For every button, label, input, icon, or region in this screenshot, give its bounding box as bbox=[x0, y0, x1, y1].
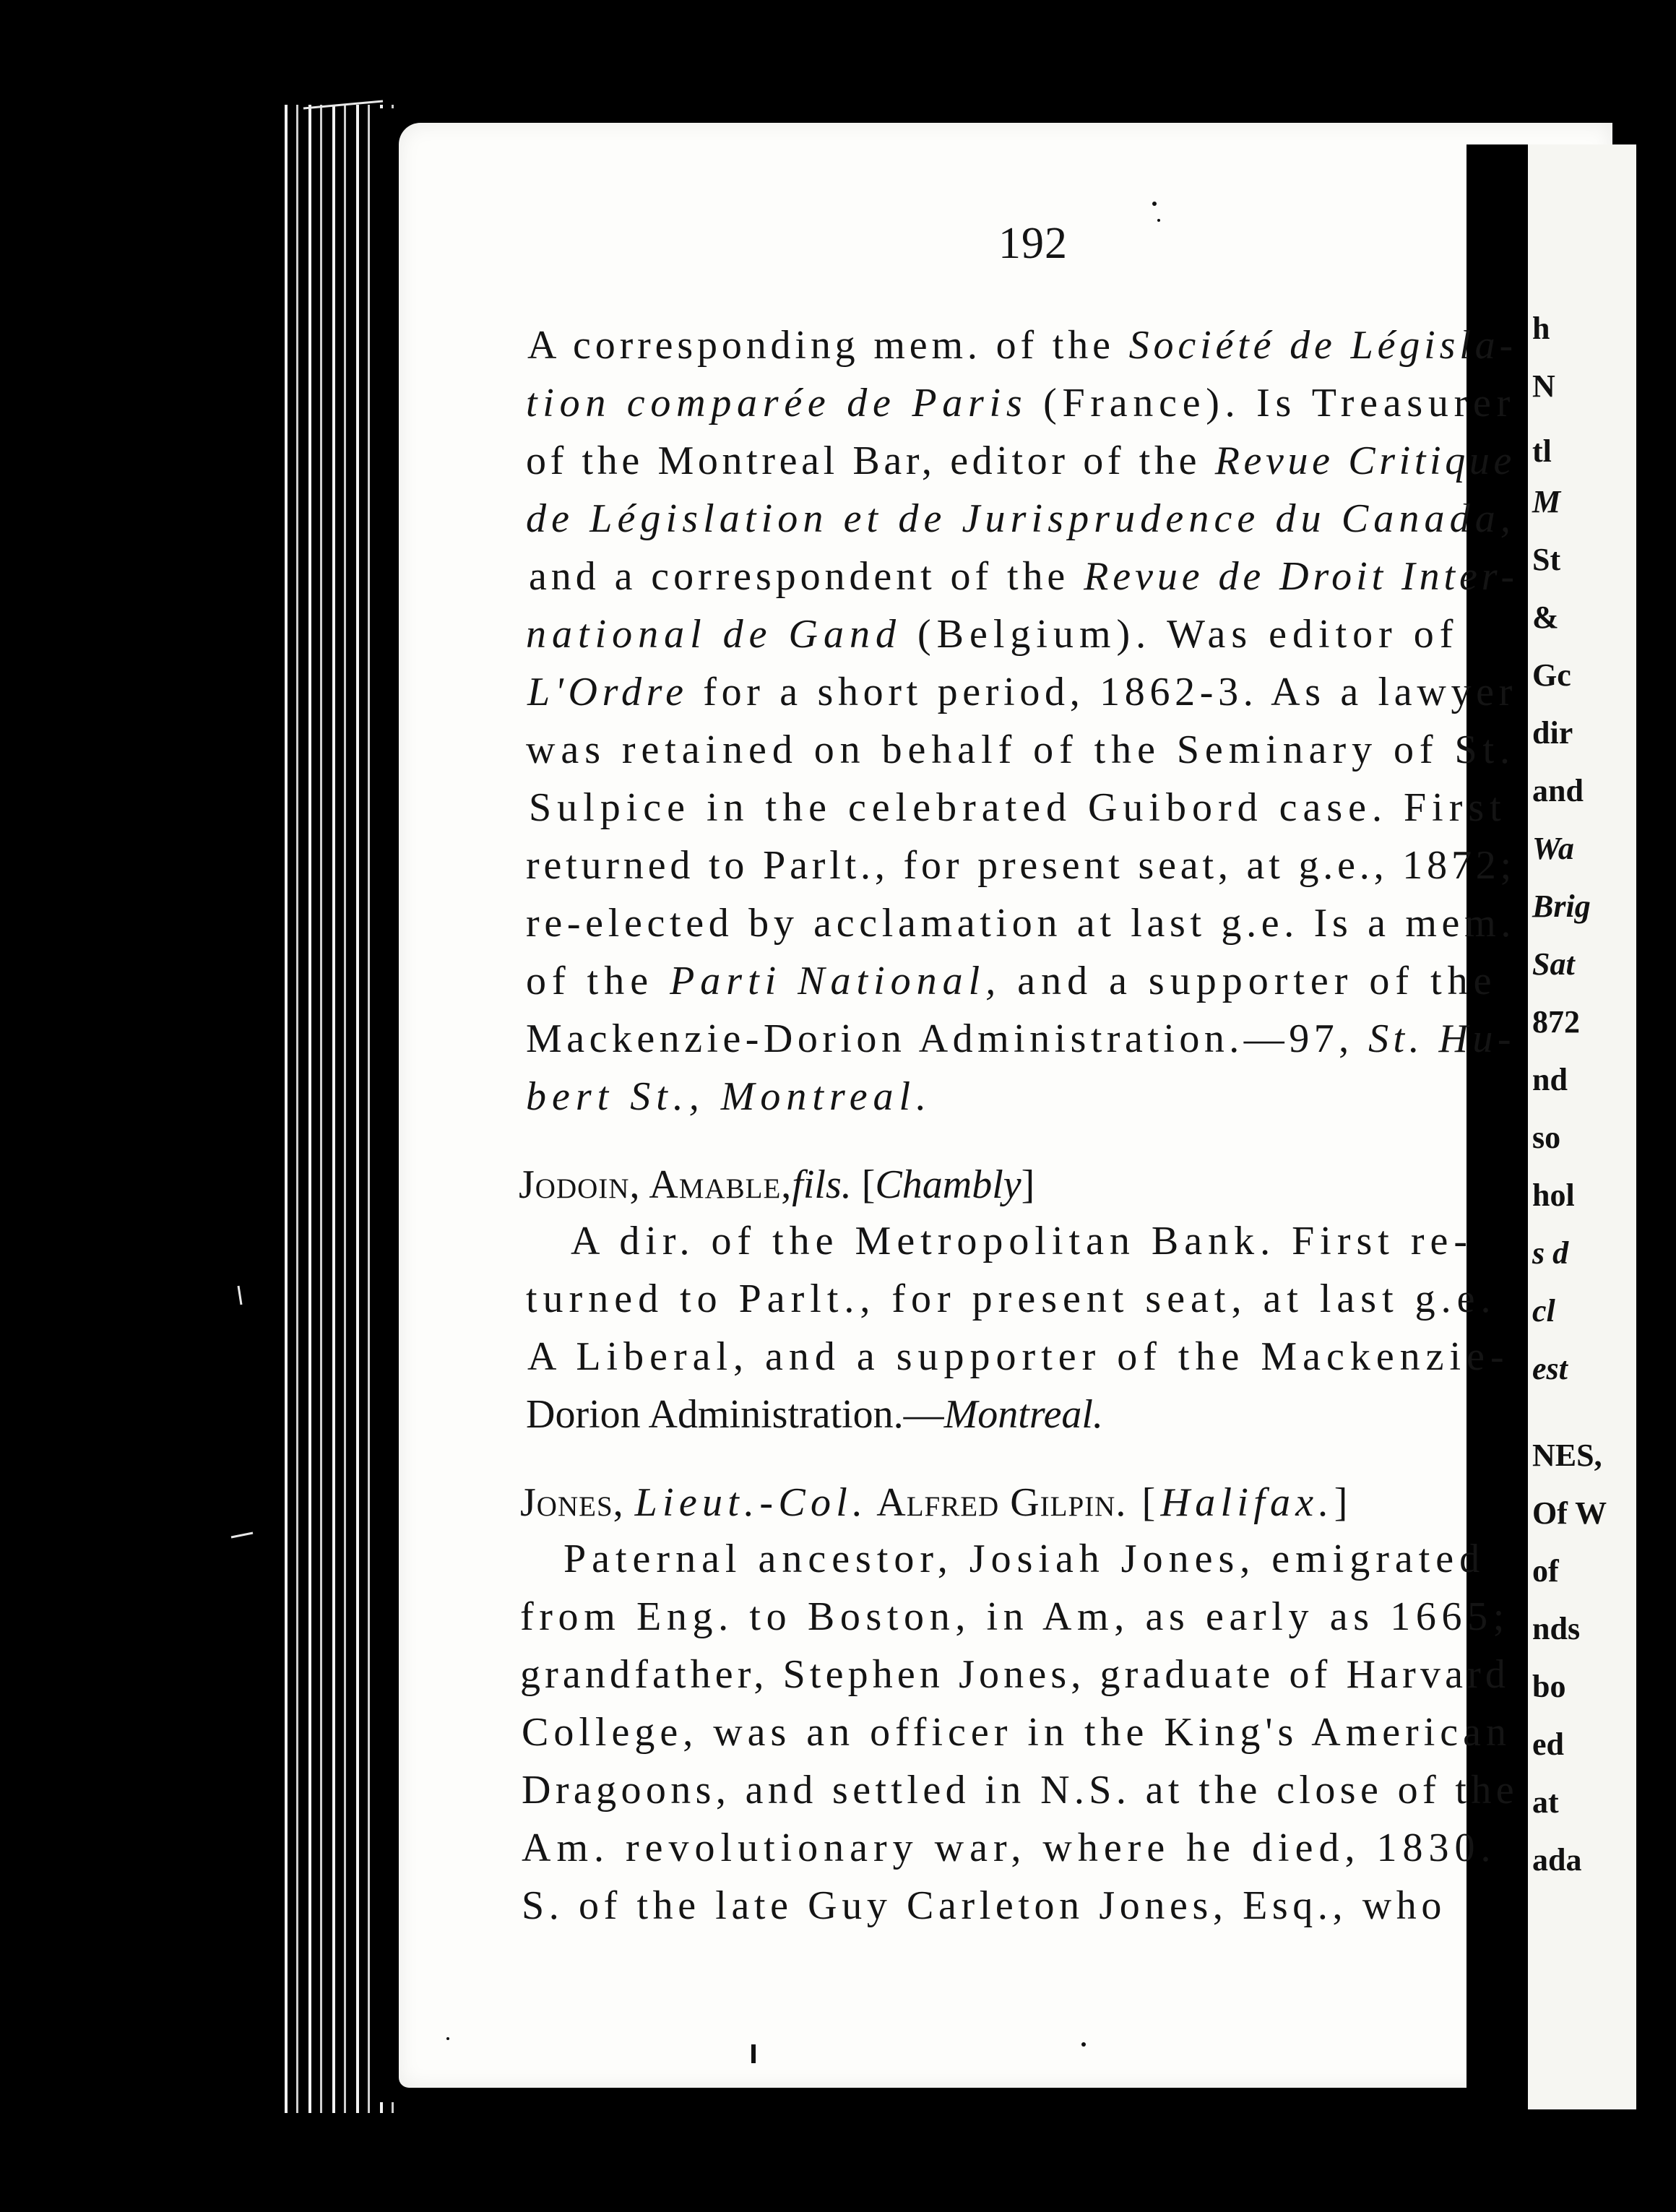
line-27-segment-0: S. of the late Guy Carleton Jones, Esq., who bbox=[522, 1883, 1446, 1928]
adjacent-page-fragment: of bbox=[1532, 1553, 1559, 1589]
adjacent-page-fragment: Sat bbox=[1532, 946, 1575, 982]
heading-jodoin-segment-3: Chambly bbox=[875, 1162, 1021, 1207]
adjacent-page-fragment: & bbox=[1532, 600, 1559, 635]
heading-jodoin-segment-4: ] bbox=[1021, 1162, 1035, 1207]
line-1-segment-1: Société de Législa- bbox=[1128, 323, 1517, 368]
line-19-segment-0: Dorion Administration.— bbox=[526, 1392, 944, 1437]
line-6-segment-0: national de Gand bbox=[526, 612, 902, 657]
line-13-segment-1: St. Hu- bbox=[1368, 1016, 1516, 1061]
heading-jones-segment-2: Alfred Gilpin. bbox=[868, 1480, 1127, 1525]
adjacent-page-fragment: M bbox=[1532, 484, 1561, 519]
line-12-segment-1: Parti National, bbox=[670, 959, 1002, 1003]
line-24-segment-0: College, was an officer in the King's American bbox=[522, 1710, 1511, 1755]
line-2-segment-1: (France). Is Treasurer bbox=[1027, 381, 1516, 425]
heading-jones-segment-4: Halifax. bbox=[1160, 1480, 1334, 1525]
adjacent-page-fragment: Of W bbox=[1532, 1495, 1607, 1531]
adjacent-page-fragment: ed bbox=[1532, 1727, 1564, 1762]
heading-jones-segment-3: [ bbox=[1126, 1480, 1161, 1525]
line-10-segment-0: returned to Parlt., for present seat, at g.e., 1872; bbox=[526, 843, 1516, 888]
adjacent-page-fragment: dir bbox=[1532, 715, 1573, 751]
heading-jodoin-segment-1: fils. bbox=[792, 1162, 852, 1207]
adjacent-page-fragment: tl bbox=[1532, 433, 1552, 469]
line-19-segment-1: Montreal. bbox=[943, 1392, 1103, 1437]
adjacent-page-fragment: N bbox=[1532, 368, 1555, 404]
line-23-segment-0: grandfather, Stephen Jones, graduate of Harvard bbox=[520, 1652, 1510, 1697]
line-13-segment-0: Mackenzie-Dorion Administration.—97, bbox=[526, 1016, 1369, 1061]
page-number: 192 bbox=[998, 219, 1068, 268]
adjacent-page-fragment: at bbox=[1532, 1784, 1559, 1820]
heading-jones-segment-0: Jones, bbox=[520, 1480, 635, 1525]
line-17-segment-0: turned to Parlt., for present seat, at last g.e. bbox=[526, 1276, 1497, 1321]
line-11-segment-0: re-elected by acclamation at last g.e. Is a mem. bbox=[526, 901, 1516, 946]
line-5-segment-0: and a correspondent of the bbox=[529, 554, 1084, 599]
adjacent-page-fragment: est bbox=[1532, 1351, 1568, 1386]
line-25-segment-0: Dragoons, and settled in N.S. at the close of the bbox=[522, 1768, 1519, 1813]
line-8-segment-0: was retained on behalf of the Seminary of St. bbox=[526, 727, 1516, 772]
line-9-segment-0: Sulpice in the celebrated Guibord case. First bbox=[529, 785, 1507, 830]
adjacent-page-fragment: Gc bbox=[1532, 657, 1571, 693]
line-12-segment-0: of the bbox=[526, 959, 670, 1003]
adjacent-page-fragment: nd bbox=[1532, 1062, 1568, 1097]
line-18-segment-0: A Liberal, and a supporter of the Mackenzie- bbox=[527, 1334, 1510, 1379]
heading-jones-segment-5: ] bbox=[1334, 1480, 1353, 1525]
line-16-segment-0: A dir. of the Metropolitan Bank. First re- bbox=[571, 1219, 1473, 1263]
line-12-segment-2: and a supporter of the bbox=[1001, 959, 1498, 1003]
line-6-segment-1: (Belgium). Was editor of bbox=[901, 612, 1459, 657]
line-14-segment-0: bert St., Montreal. bbox=[526, 1074, 933, 1119]
line-4-segment-0: de Législation et de Jurisprudence du Canada, bbox=[526, 496, 1516, 541]
line-3-segment-0: of the Montreal Bar, editor of the bbox=[526, 438, 1215, 483]
heading-jodoin-segment-0: Jodoin, Amable, bbox=[519, 1162, 792, 1207]
line-26-segment-0: Am. revolutionary war, where he died, 1830. bbox=[522, 1826, 1497, 1870]
adjacent-page-fragment: and bbox=[1532, 773, 1584, 808]
adjacent-page-fragment: ada bbox=[1532, 1842, 1582, 1878]
adjacent-page-fragment: Wa bbox=[1532, 831, 1574, 866]
line-7-segment-1: for a short period, 1862-3. As a lawyer bbox=[688, 670, 1517, 714]
adjacent-page-fragment: hol bbox=[1532, 1178, 1575, 1213]
line-2-segment-0: tion comparée de Paris bbox=[526, 381, 1028, 425]
heading-jones-segment-1: Lieut.-Col. bbox=[634, 1480, 868, 1525]
line-22-segment-0: from Eng. to Boston, in Am, as early as 1665; bbox=[520, 1594, 1510, 1639]
adjacent-page-fragment: cl bbox=[1532, 1293, 1555, 1329]
line-3-segment-1: Revue Critique bbox=[1214, 438, 1516, 483]
adjacent-page-fragment: bo bbox=[1532, 1669, 1566, 1704]
adjacent-page-fragment: 872 bbox=[1532, 1004, 1580, 1040]
adjacent-page-fragment: Brig bbox=[1532, 889, 1591, 924]
adjacent-page-fragment: nds bbox=[1532, 1611, 1581, 1646]
line-1-segment-0: A corresponding mem. of the bbox=[527, 323, 1129, 368]
adjacent-page-fragment: h bbox=[1532, 311, 1550, 346]
line-21-segment-0: Paternal ancestor, Josiah Jones, emigrated bbox=[563, 1537, 1486, 1581]
line-5-segment-1: Revue de Droit Inter- bbox=[1084, 554, 1519, 599]
adjacent-page-fragment: NES, bbox=[1532, 1438, 1602, 1473]
line-7-segment-0: L'Ordre bbox=[527, 670, 688, 714]
adjacent-page-fragment: s d bbox=[1532, 1235, 1569, 1271]
adjacent-page-fragment: St bbox=[1532, 542, 1561, 577]
adjacent-page-fragment: so bbox=[1532, 1120, 1561, 1155]
heading-jodoin-segment-2: [ bbox=[851, 1162, 876, 1207]
